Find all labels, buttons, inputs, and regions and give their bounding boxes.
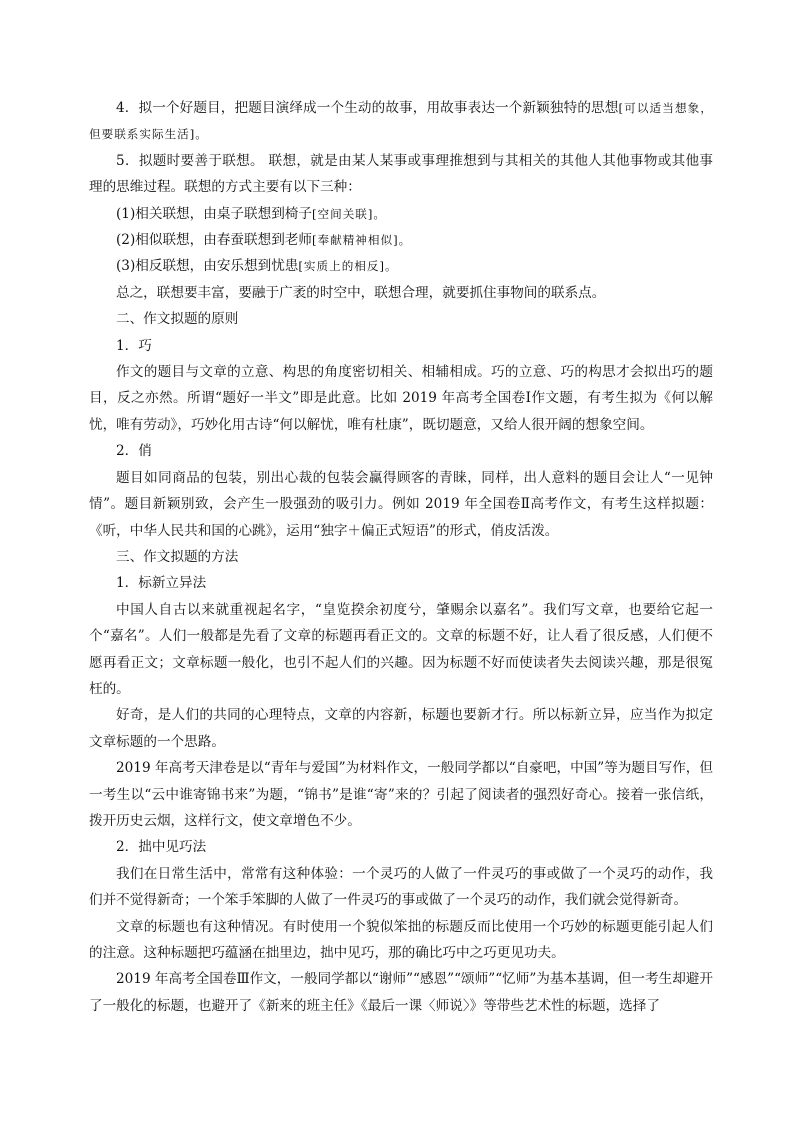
paragraph-5: 5．拟题时要善于联想。 联想，就是由某人某事或事理推想到与其相关的其他人其他事物或其他事理的思维过程。联想的方式主要有以下三种： [89, 152, 713, 196]
document-body [89, 95, 713, 1019]
association-1: (1)相关联想，由桌子联想到椅子[空间关联]。 [116, 205, 386, 222]
association-2-note: [奉献精神相似]。 [311, 233, 412, 248]
association-2: (2)相似联想，由春蚕联想到老师[奉献精神相似]。 [116, 232, 412, 249]
subheading-qiao: 1．巧 [116, 337, 152, 354]
paragraph-qiao-pi: 题目如同商品的包装，别出心裁的包装会赢得顾客的青睐，同样，出人意料的题目会让人“一见钟情”。题目新颖别致，会产生一股强劲的吸引力。例如 2019 年全国卷Ⅱ高考作文，有考生这样拟题：《听，中华人民共和国的心跳》，运用“独字＋偏正式短语”的形式，俏皮活泼。 [89, 469, 713, 539]
paragraph-qiao: 作文的题目与文章的立意、构思的角度密切相关、相辅相成。巧的立意、巧的构思才会拟出巧的题目，反之亦然。所谓“题好一半文”即是此意。比如 2019 年高考全国卷Ⅰ作文题，有考生拟为《何以解忧，唯有劳动》，巧妙化用古诗“何以解忧，唯有杜康”，既切题意，又给人很开阔的想象空间。 [89, 364, 713, 433]
section-2-heading: 二、作文拟题的原则 [116, 311, 239, 328]
paragraph-method-1c: 2019 年高考天津卷是以“青年与爱国”为材料作文，一般同学都以“自豪吧，中国”等为题目写作，但一考生以“云中谁寄锦书来”为题，“锦书”是谁“寄”来的？引起了阅读者的强烈好奇心。接着一张信纸，拨开历史云烟，这样行文，使文章增色不少。 [89, 760, 713, 829]
summary-paragraph: 总之，联想要丰富，要融于广袤的时空中，联想合理，就要抓住事物间的联系点。 [116, 284, 606, 301]
paragraph-method-2a: 我们在日常生活中，常常有这种体验：一个灵巧的人做了一件灵巧的事或做了一个灵巧的动作，我们并不觉得新奇；一个笨手笨脚的人做了一件灵巧的事或做了一个灵巧的动作，我们就会觉得新奇。 [89, 865, 713, 909]
association-1-note: [空间关联]。 [311, 206, 386, 221]
paragraph-method-2c: 2019 年高考全国卷Ⅲ作文，一般同学都以“谢师”“感恩”“颂师”“忆师”为基本基调，但一考生却避开了一般化的标题，也避开了《新来的班主任》《最后一课〈师说〉》等带些艺术性的标题，选择了 [89, 971, 713, 1014]
paragraph-method-2b: 文章的标题也有这种情况。有时使用一个貌似笨拙的标题反而比使用一个巧妙的标题更能引起人们的注意。这种标题把巧蕴涵在拙里边，拙中见巧，那的确比巧中之巧更见功夫。 [89, 918, 713, 961]
paragraph-4: 4．拟一个好题目，把题目演绎成一个生动的故事，用故事表达一个新颖独特的思想[可以适当想象，但要联系实际生活]。 [89, 100, 713, 142]
association-3: (3)相反联想，由安乐想到忧患[实质上的相反]。 [116, 258, 398, 275]
section-3-heading: 三、作文拟题的方法 [116, 548, 239, 565]
subheading-method-2: 2．拙中见巧法 [116, 839, 207, 856]
subheading-qiao-pi: 2．俏 [116, 443, 152, 460]
paragraph-method-1b: 好奇，是人们的共同的心理特点，文章的内容新，标题也要新才行。所以标新立异，应当作为拟定文章标题的一个思路。 [89, 707, 713, 750]
paragraph-4-note: [可以适当想象，但要联系实际生活]。 [89, 101, 713, 142]
association-3-note: [实质上的相反]。 [298, 259, 398, 274]
paragraph-method-1a: 中国人自古以来就重视起名字，“皇览揆余初度兮，肇赐余以嘉名”。我们写文章，也要给它起一个“嘉名”。人们一般都是先看了文章的标题再看正文的。文章的标题不好，让人看了很反感，人们便不愿再看正文；文章标题一般化，也引不起人们的兴趣。因为标题不好而使读者失去阅读兴趣，那是很冤枉的。 [89, 601, 713, 697]
subheading-method-1: 1．标新立异法 [116, 575, 207, 592]
